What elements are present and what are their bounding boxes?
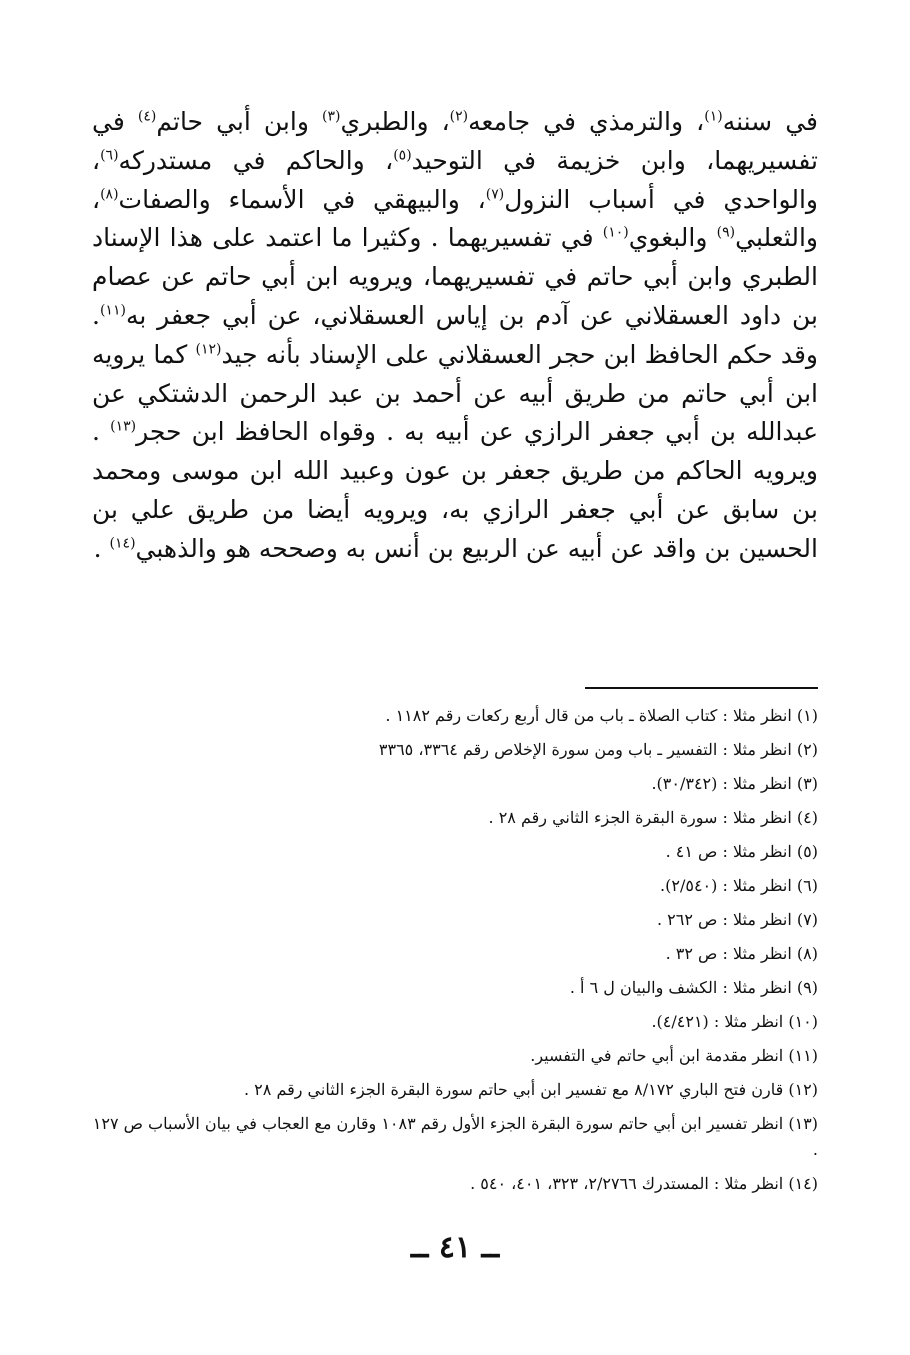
footnote-3: (٣) انظر مثلا : (٣٠/٣٤٢).	[651, 774, 818, 793]
footnote-2: (٢) انظر مثلا : التفسير ـ باب ومن سورة الإخلاص رقم ٣٣٦٤، ٣٣٦٥	[378, 740, 818, 759]
text-segment: كما يرويه ابن أبي حاتم من طريق أبيه عن أحمد بن عبد الرحمن الدشتكي عن عبدالله بن أبي جعفر الرازي عن أبيه به . وقواه الحافظ ابن حجر	[92, 339, 818, 447]
footnote-separator	[585, 687, 818, 689]
footnote-ref: (٦)	[100, 147, 119, 164]
footnotes-section	[92, 703, 818, 1205]
footnote-ref: (٧)	[485, 186, 505, 203]
footnote-ref: (١٣)	[110, 419, 137, 436]
text-segment: . وقد حكم الحافظ ابن حجر العسقلاني على الإسناد بأنه جيد	[92, 300, 818, 369]
footnote-ref: (٢)	[449, 108, 469, 125]
footnote-4: (٤) انظر مثلا : سورة البقرة الجزء الثاني رقم ٢٨ .	[488, 808, 818, 827]
footnote-14: (١٤) انظر مثلا : المستدرك ٢/٢٧٦٦، ٣٢٣، ٤٠١، ٥٤٠ .	[470, 1174, 818, 1193]
text-segment: ، والحاكم في مستدركه	[118, 145, 394, 175]
footnote-13: (١٣) انظر تفسير ابن أبي حاتم سورة البقرة الجزء الأول رقم ١٠٨٣ وقارن مع العجاب في بيان الأسباب ص ١٢٧ .	[92, 1114, 818, 1159]
text-segment: ، والبيهقي في الأسماء والصفات	[118, 184, 486, 214]
footnote-ref: (٨)	[100, 186, 119, 203]
text-segment: والبغوي	[628, 223, 717, 253]
text-segment: ، والواحدي في أسباب النزول	[92, 145, 819, 214]
text-segment: . ويرويه الحاكم من طريق جعفر بن عون وعبيد الله ابن موسى ومحمد بن سابق عن أبي جعفر الرازي به، ويرويه أيضا من طريق علي بن الحسين بن واقد عن أبيه عن الربيع بن أنس به وصححه هو والذهبي	[92, 417, 818, 563]
footnote-ref: (٣)	[322, 108, 341, 125]
footnote-ref: (١٢)	[195, 341, 222, 358]
text-segment: ، والثعلبي	[92, 184, 819, 253]
footnote-10: (١٠) انظر مثلا : (٤/٤٢١).	[651, 1012, 818, 1031]
text-segment: .	[93, 533, 110, 563]
footnote-11: (١١) انظر مقدمة ابن أبي حاتم في التفسير.	[530, 1046, 818, 1065]
text-segment: ، والترمذي في جامعه	[468, 107, 705, 136]
footnote-ref: (١٤)	[109, 535, 136, 552]
text-segment: في تفسيريهما، وابن خزيمة في التوحيد	[92, 107, 818, 175]
footnote-8: (٨) انظر مثلا : ص ٣٢ .	[665, 944, 818, 963]
footnote-7: (٧) انظر مثلا : ص ٢٦٢ .	[657, 910, 818, 929]
text-segment: في سننه	[722, 107, 818, 136]
footnote-ref: (٤)	[137, 108, 157, 125]
footnote-ref: (١١)	[99, 302, 126, 319]
page-number: ــ ٤١ ــ	[410, 1230, 500, 1265]
footnote-ref: (١)	[704, 108, 723, 125]
footnote-ref: (١٠)	[602, 225, 629, 242]
footnote-ref: (٥)	[393, 147, 412, 164]
footnote-6: (٦) انظر مثلا : (٢/٥٤٠).	[660, 876, 818, 895]
footnote-ref: (٩)	[716, 225, 736, 242]
text-segment: وابن أبي حاتم	[156, 107, 322, 136]
footnote-1: (١) انظر مثلا : كتاب الصلاة ـ باب من قال أربع ركعات رقم ١١٨٢ .	[385, 706, 818, 725]
footnote-9: (٩) انظر مثلا : الكشف والبيان ل ٦ أ .	[569, 978, 818, 997]
footnote-12: (١٢) قارن فتح الباري ٨/١٧٢ مع تفسير ابن أبي حاتم سورة البقرة الجزء الثاني رقم ٢٨ .	[244, 1080, 818, 1099]
main-paragraph	[92, 103, 818, 569]
text-segment: ، والطبري	[340, 107, 450, 136]
text-segment: في تفسيريهما . وكثيرا ما اعتمد على هذا الإسناد الطبري وابن أبي حاتم في تفسيريهما، ويرويه ابن أبي حاتم عن عصام بن داود العسقلاني عن آدم بن إياس العسقلاني، عن أبي جعفر به	[92, 223, 818, 330]
footnote-5: (٥) انظر مثلا : ص ٤١ .	[665, 842, 818, 861]
